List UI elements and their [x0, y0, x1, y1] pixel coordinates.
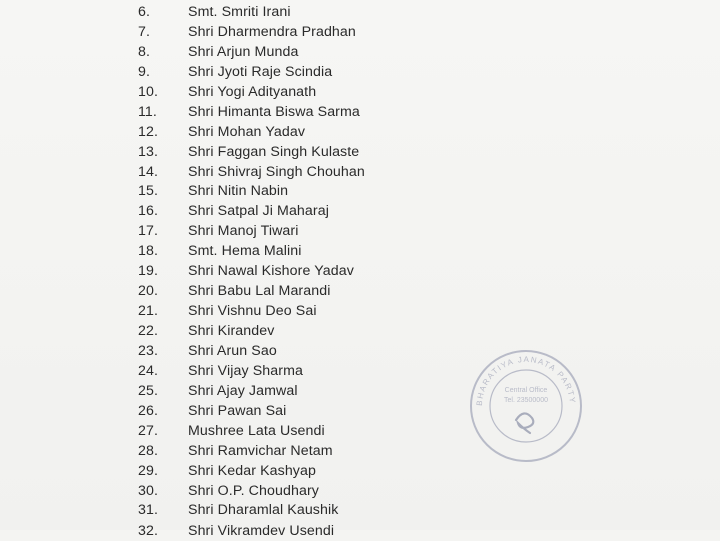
item-name: Shri Vikramdev Usendi	[188, 523, 335, 540]
item-name: Shri Dharamlal Kaushik	[188, 502, 339, 519]
list-item	[0, 461, 720, 481]
item-name: Shri Faggan Singh Kulaste	[188, 143, 360, 160]
item-name: Shri Manoj Tiwari	[188, 223, 299, 240]
list-item	[0, 481, 720, 501]
item-number: 12.	[138, 123, 159, 140]
list-item	[0, 162, 720, 182]
item-name: Shri Yogi Adityanath	[188, 83, 317, 100]
list-item	[0, 82, 720, 102]
item-number: 20.	[138, 283, 159, 300]
list-item	[0, 62, 720, 82]
item-name: Smt. Hema Malini	[188, 243, 302, 260]
item-number: 7.	[138, 23, 151, 40]
item-number: 14.	[138, 163, 159, 180]
list-item	[0, 142, 720, 162]
item-number: 28.	[138, 442, 159, 459]
item-name: Shri Satpal Ji Maharaj	[188, 203, 329, 220]
office-stamp	[468, 348, 584, 464]
item-name: Mushree Lata Usendi	[188, 422, 325, 439]
item-name: Shri Mohan Yadav	[188, 123, 306, 140]
item-name: Shri Kirandev	[188, 323, 275, 339]
list-item	[0, 22, 720, 42]
list-item	[0, 122, 720, 142]
item-number: 9.	[138, 63, 151, 80]
item-name: Shri Nawal Kishore Yadav	[188, 263, 354, 280]
item-name: Shri Jyoti Raje Scindia	[188, 63, 333, 80]
item-number: 16.	[138, 203, 159, 220]
list-item	[0, 102, 720, 122]
item-number: 29.	[138, 462, 159, 479]
member-list	[0, 2, 720, 540]
item-name: Shri O.P. Choudhary	[188, 482, 319, 499]
item-number: 18.	[138, 243, 159, 260]
item-name: Shri Pawan Sai	[188, 402, 287, 419]
item-number: 19.	[138, 263, 159, 280]
item-name: Shri Himanta Biswa Sarma	[188, 103, 360, 120]
stamp-line-1: Central Office	[504, 387, 548, 394]
item-number: 31.	[138, 502, 159, 519]
item-name: Shri Dharmendra Pradhan	[188, 23, 356, 40]
list-item	[0, 401, 720, 421]
item-number: 17.	[138, 223, 159, 240]
item-name: Shri Babu Lal Marandi	[188, 283, 331, 300]
item-number: 22.	[138, 323, 159, 339]
stamp-line-2: Tel. 23500000	[504, 397, 548, 404]
list-item	[0, 441, 720, 461]
item-name: Shri Nitin Nabin	[188, 183, 289, 200]
item-number: 8.	[138, 43, 151, 60]
item-name: Shri Vishnu Deo Sai	[188, 303, 317, 320]
item-number: 15.	[138, 183, 159, 200]
item-name: Shri Ramvichar Netam	[188, 442, 333, 459]
item-number: 30.	[138, 482, 159, 499]
item-number: 13.	[138, 143, 159, 160]
list-item	[0, 321, 720, 341]
item-number: 11.	[138, 103, 157, 120]
list-item	[0, 201, 720, 221]
stamp-ring-text: BHARATIYA JANATA PARTY	[474, 354, 578, 407]
item-number: 10.	[138, 83, 159, 100]
item-number: 24.	[138, 362, 159, 379]
item-number: 32.	[138, 523, 159, 540]
item-number: 21.	[138, 303, 159, 320]
list-item	[0, 241, 720, 261]
item-name: Shri Vijay Sharma	[188, 362, 303, 379]
list-item	[0, 381, 720, 401]
list-item	[0, 42, 720, 62]
item-number: 27.	[138, 422, 159, 439]
list-item	[0, 221, 720, 241]
list-item	[0, 181, 720, 201]
item-number: 26.	[138, 402, 159, 419]
list-item	[0, 281, 720, 301]
item-name: Shri Shivraj Singh Chouhan	[188, 163, 365, 180]
item-name: Shri Kedar Kashyap	[188, 462, 316, 479]
item-name: Smt. Smriti Irani	[188, 4, 291, 20]
list-item	[0, 421, 720, 441]
item-number: 23.	[138, 342, 159, 359]
list-item	[0, 301, 720, 321]
item-name: Shri Ajay Jamwal	[188, 382, 298, 399]
signature-mark	[516, 413, 533, 433]
list-item	[0, 2, 720, 22]
list-item	[0, 500, 720, 520]
list-item	[0, 361, 720, 381]
item-name: Shri Arun Sao	[188, 342, 277, 359]
item-number: 25.	[138, 382, 159, 399]
item-name: Shri Arjun Munda	[188, 43, 299, 60]
list-item	[0, 341, 720, 361]
list-item	[0, 520, 720, 540]
item-number: 6.	[138, 4, 151, 20]
list-item	[0, 261, 720, 281]
